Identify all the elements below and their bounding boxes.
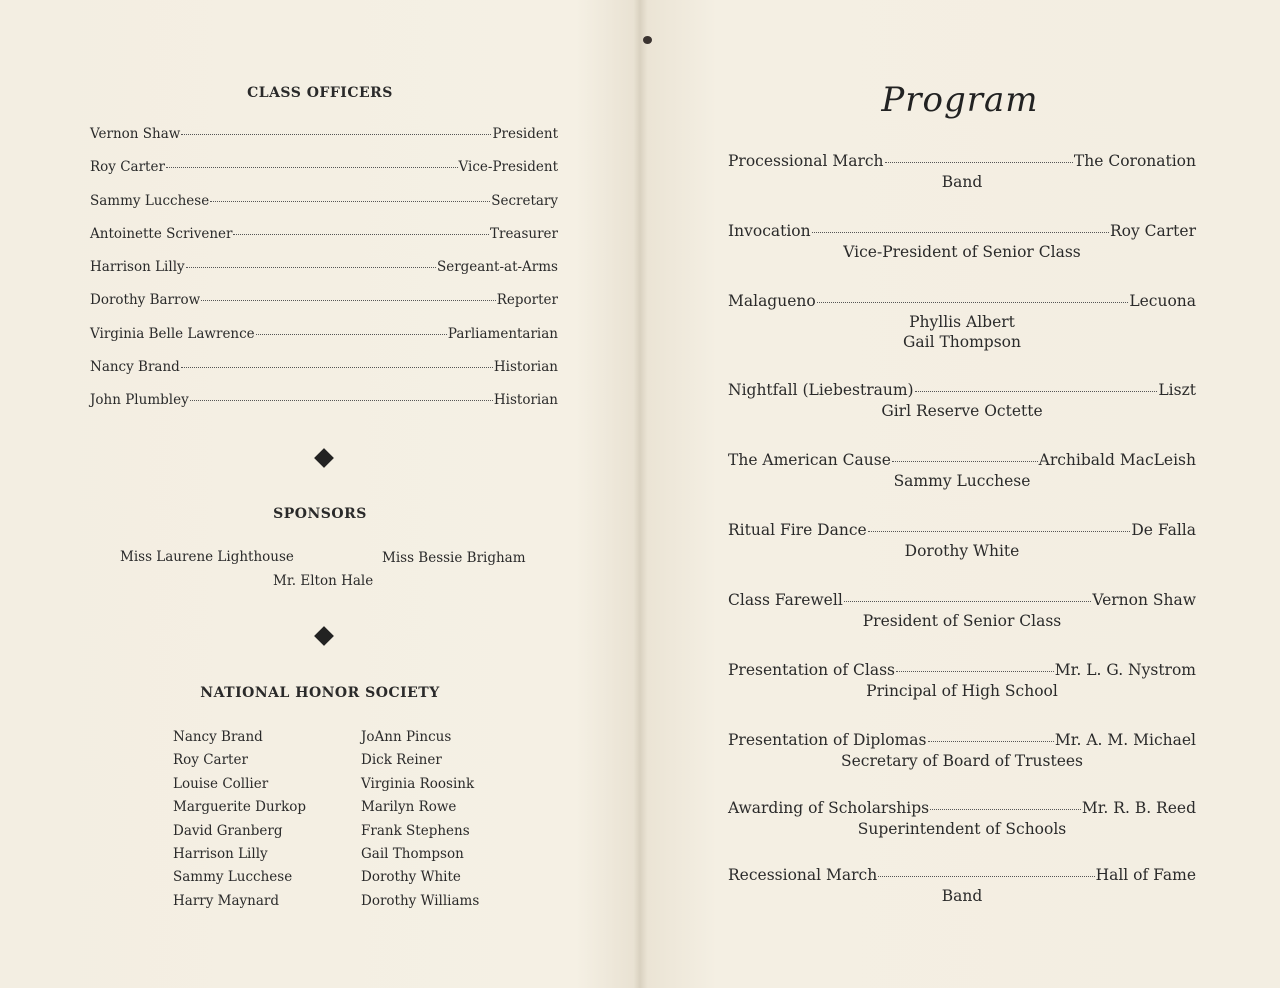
leader-dots	[896, 671, 1054, 672]
program-item-title: Awarding of Scholarships	[728, 799, 930, 817]
program-item-performer: Hall of Fame	[1095, 866, 1196, 884]
program-item-title: Malagueno	[728, 292, 816, 310]
program-item-title: Invocation	[728, 222, 811, 240]
program-item	[728, 222, 1196, 262]
officer-role: President	[492, 126, 558, 142]
honor-member: Harry Maynard	[173, 892, 279, 909]
program-item-performer: The Coronation	[1073, 152, 1196, 170]
honor-member: Gail Thompson	[361, 846, 464, 863]
program-item-title: Presentation of Class	[728, 661, 895, 679]
leader-dots	[190, 400, 493, 401]
program-item	[728, 866, 1196, 906]
leader-dots	[915, 391, 1158, 392]
program-item-title: Nightfall (Liebestraum)	[728, 381, 914, 399]
officer-role: Treasurer	[489, 225, 558, 242]
program-item-title: Ritual Fire Dance	[728, 521, 867, 539]
class-officers-heading: CLASS OFFICERS	[247, 85, 393, 101]
program-item-performer: Vernon Shaw	[1092, 591, 1196, 609]
officer-role: Historian	[493, 359, 558, 376]
sponsor-name: Miss Laurene Lighthouse	[120, 549, 294, 565]
leader-dots	[844, 601, 1092, 602]
officer-row	[90, 392, 558, 425]
diamond-divider-icon	[314, 448, 334, 468]
honor-member: Virginia Roosink	[361, 775, 475, 792]
program-item	[728, 661, 1196, 701]
honor-member: Nancy Brand	[173, 729, 263, 745]
officer-name: Roy Carter	[90, 159, 165, 176]
officer-name: Virginia Belle Lawrence	[90, 325, 255, 342]
leader-dots	[233, 234, 489, 235]
leader-dots	[817, 302, 1129, 303]
officer-name: Vernon Shaw	[90, 126, 181, 142]
program-item-performer: Mr. R. B. Reed	[1081, 799, 1196, 817]
program-item-performer: Mr. A. M. Michael	[1054, 731, 1196, 749]
officer-name: Dorothy Barrow	[90, 292, 201, 309]
program-item-detail: President of Senior Class	[862, 612, 1062, 630]
program-item-title: Recessional March	[728, 866, 878, 884]
honor-member: Louise Collier	[173, 775, 269, 792]
program-item	[728, 152, 1196, 192]
officer-row	[90, 193, 558, 226]
program-item-detail: Dorothy White	[904, 542, 1020, 560]
honor-member: Roy Carter	[173, 752, 248, 769]
honor-member: Dick Reiner	[361, 752, 442, 769]
officer-row	[90, 326, 558, 359]
program-item	[728, 381, 1196, 421]
leader-dots	[181, 134, 491, 135]
sponsor-name: Miss Bessie Brigham	[382, 550, 526, 566]
program-item-title: Presentation of Diplomas	[728, 731, 927, 749]
officer-role: Secretary	[491, 192, 558, 209]
leader-dots	[892, 461, 1038, 462]
class-officers-list	[90, 126, 558, 426]
officer-row	[90, 292, 558, 325]
officer-row	[90, 159, 558, 192]
leader-dots	[868, 531, 1131, 532]
program-item-detail: Girl Reserve Octette	[881, 402, 1043, 420]
honor-member: Dorothy White	[361, 869, 461, 886]
leader-dots	[181, 367, 493, 368]
leader-dots	[256, 334, 447, 335]
honor-society-column-2	[361, 726, 479, 913]
program-item-detail: Secretary of Board of Trustees	[840, 752, 1084, 770]
program-item-detail: Gail Thompson	[902, 333, 1021, 351]
program-item	[728, 451, 1196, 491]
sponsor-name: Mr. Elton Hale	[273, 573, 374, 589]
program-item	[728, 799, 1196, 839]
program-item	[728, 292, 1196, 352]
program-item-detail: Sammy Lucchese	[893, 472, 1031, 490]
honor-society-heading: NATIONAL HONOR SOCIETY	[200, 685, 440, 701]
sponsors-heading: SPONSORS	[273, 506, 367, 522]
officer-name: Harrison Lilly	[90, 259, 185, 276]
program-item-performer: Roy Carter	[1109, 222, 1196, 240]
program-item	[728, 521, 1196, 561]
honor-society-column-1	[173, 726, 306, 913]
program-item-performer: Liszt	[1158, 381, 1196, 399]
officer-row	[90, 126, 558, 159]
honor-member: Harrison Lilly	[173, 846, 268, 863]
officer-name: John Plumbley	[90, 392, 189, 409]
leader-dots	[186, 267, 436, 268]
program-item-performer: De Falla	[1131, 521, 1196, 539]
program-item-detail: Band	[941, 887, 983, 905]
leader-dots	[201, 300, 496, 301]
program-item-performer: Archibald MacLeish	[1038, 451, 1196, 469]
leader-dots	[928, 741, 1054, 742]
officer-role: Sergeant-at-Arms	[436, 259, 558, 276]
honor-member: Frank Stephens	[361, 822, 470, 839]
program-item-title: Processional March	[728, 152, 884, 170]
honor-member: Marguerite Durkop	[173, 799, 307, 816]
leader-dots	[812, 232, 1109, 233]
officer-name: Antoinette Scrivener	[90, 225, 233, 242]
program-item-title: The American Cause	[728, 451, 891, 469]
ink-speck	[643, 36, 652, 44]
program-item-title: Class Farewell	[728, 591, 843, 609]
honor-member: JoAnn Pincus	[361, 729, 452, 745]
leader-dots	[930, 809, 1081, 810]
leader-dots	[885, 162, 1073, 163]
officer-role: Parliamentarian	[447, 325, 558, 342]
honor-member: David Granberg	[173, 822, 283, 839]
program-item	[728, 591, 1196, 631]
officer-name: Nancy Brand	[90, 359, 180, 376]
officer-name: Sammy Lucchese	[90, 192, 210, 209]
program-item-detail: Phyllis Albert	[909, 313, 1015, 331]
program-item-detail: Vice-President of Senior Class	[843, 243, 1081, 261]
honor-member: Sammy Lucchese	[173, 869, 293, 886]
program-title: Program	[881, 80, 1039, 120]
leader-dots	[210, 201, 490, 202]
officer-role: Historian	[493, 392, 558, 409]
program-item-detail: Superintendent of Schools	[857, 820, 1067, 838]
officer-row	[90, 359, 558, 392]
program-item-performer: Mr. L. G. Nystrom	[1054, 661, 1196, 679]
program-item	[728, 731, 1196, 771]
right-page	[640, 0, 1280, 988]
honor-member: Dorothy Williams	[361, 892, 480, 909]
officer-role: Vice-President	[458, 159, 558, 176]
program-item-performer: Lecuona	[1129, 292, 1196, 310]
officer-row	[90, 226, 558, 259]
program-item-detail: Band	[941, 173, 983, 191]
officer-role: Reporter	[496, 292, 558, 309]
leader-dots	[878, 876, 1094, 877]
program-item-detail: Principal of High School	[866, 682, 1058, 700]
diamond-divider-icon	[314, 626, 334, 646]
leader-dots	[166, 167, 458, 168]
officer-row	[90, 259, 558, 292]
honor-member: Marilyn Rowe	[361, 799, 457, 816]
